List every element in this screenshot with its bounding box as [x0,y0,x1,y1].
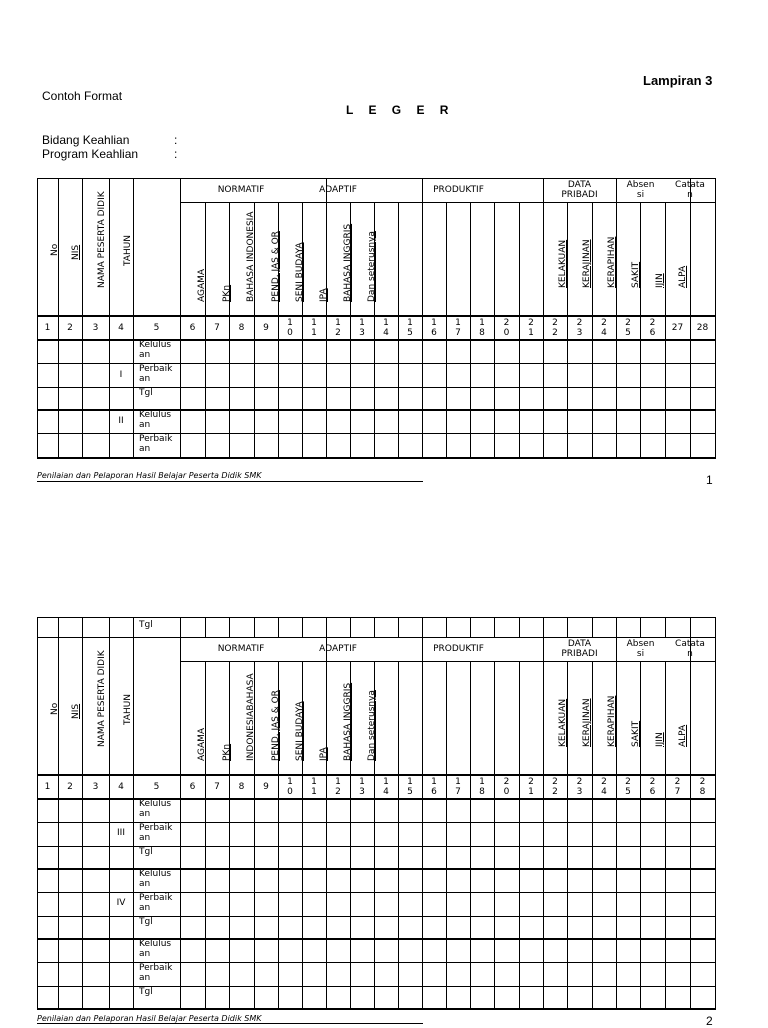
grid-line [37,178,38,340]
column-number: 1 6 [431,318,437,338]
no-header: No [50,243,60,256]
column-number: 2 0 [503,777,510,797]
bidang-keahlian-label: Bidang Keahlian [42,133,130,147]
subject-header: Dan seterusnya [367,690,377,761]
semester-label: IV [116,898,126,908]
column-number: 2 5 [625,777,631,797]
grid-line [326,339,327,458]
grid-line [180,617,181,638]
footer-rule [37,481,423,482]
grid-line [82,617,83,638]
row-label: Kelulus an [139,869,172,889]
grid-line [374,798,375,1009]
column-number: 1 4 [383,318,389,338]
column-number: 2 5 [625,318,631,338]
grid-line [398,617,399,638]
grid-line [133,637,134,799]
column-number: 3 [92,323,99,333]
grid-line [326,798,327,1009]
grid-line [690,617,691,638]
column-number: 1 2 [335,777,341,797]
row-label: Tgl [139,620,153,630]
grid-line [326,178,327,340]
column-number: 1 3 [359,318,365,338]
grid-line [58,798,59,1009]
subject-header: PEND. JAS & OR [271,231,281,302]
grid-line [109,339,110,458]
grid-line [37,1008,716,1010]
grid-line [374,339,375,458]
column-number: 3 [92,782,99,792]
data-pribadi-header: DATA PRIBADI [561,180,598,200]
grid-line [690,798,691,1009]
grid-line [37,617,716,618]
grid-line [422,178,423,340]
column-number: 27 [671,323,684,333]
adaptif-header: ADAPTIF [319,185,357,195]
grid-line [229,339,230,458]
row-label: Perbaik an [139,893,173,913]
grid-line [470,798,471,1009]
grid-line [470,617,471,638]
column-number: 5 [153,782,160,792]
row-label: Kelulus an [139,410,172,430]
grid-line [254,798,255,1009]
grid-line [133,339,134,458]
grid-line [494,339,495,458]
grid-line [422,339,423,458]
grid-line [446,798,447,1009]
subject-header: BAHASA INGGRIS [343,223,353,302]
absensi-sub-header: IJIN [655,273,665,288]
adaptif-header: ADAPTIF [319,644,357,654]
grid-line [446,339,447,458]
grid-line [133,798,134,1009]
row-label: Perbaik an [139,823,173,843]
grid-line [374,617,375,638]
no-header: No [50,702,60,715]
grid-line [640,798,641,1009]
grid-line [446,617,447,638]
absensi-sub-header: SAKIT [631,261,641,288]
catatan-header: Catata n [675,639,705,659]
grid-line [690,339,691,458]
subject-header: AGAMA [197,268,207,302]
column-number: 8 [238,782,245,792]
column-number: 2 4 [601,777,607,797]
contoh-format-label: Contoh Format [42,89,123,103]
subject-header: BAHASA INGGRIS [343,682,353,761]
produktif-header: PRODUKTIF [433,185,484,195]
grid-line [398,798,399,1009]
grid-line [109,637,110,799]
column-number: 9 [263,323,269,333]
subject-header: PKn [222,284,232,302]
column-number: 1 8 [479,318,485,338]
column-number: 1 3 [359,777,365,797]
grid-line [350,798,351,1009]
pribadi-header: KERAJINAN [582,239,592,288]
nis-header: NIS [71,703,81,719]
grid-line [567,798,568,1009]
row-label: Perbaik an [139,963,173,983]
grid-line [254,617,255,638]
grid-line [37,339,38,458]
grid-line [82,339,83,458]
grid-line [715,339,716,458]
grid-line [690,637,691,799]
column-number: 2 3 [576,777,583,797]
subject-header: BAHASA INDONESIA [246,211,256,302]
grid-line [326,617,327,638]
grid-line [302,798,303,1009]
grid-line [180,339,181,458]
grid-line [180,178,181,340]
column-number: 2 8 [699,777,706,797]
normatif-header: NORMATIF [217,185,265,195]
grid-line [37,798,38,1009]
row-label: Perbaik an [139,364,173,384]
grid-line [422,617,423,638]
semester-label: I [119,370,123,380]
grid-line [543,339,544,458]
nis-header: NIS [71,244,81,260]
subject-header: PKn [222,743,232,761]
column-number: 8 [238,323,245,333]
grid-line [229,617,230,638]
nama-peserta-header: NAMA PESERTA DIDIK [97,650,107,747]
grid-line [665,339,666,458]
absensi-sub-header: ALPA [678,724,688,747]
grid-line [205,339,206,458]
column-number: 2 6 [649,318,656,338]
grid-line [302,617,303,638]
pribadi-header: KELAKUAN [558,239,568,288]
pribadi-header: KERAPIHAN [607,236,617,288]
column-number: 1 0 [287,318,293,338]
bidang-colon: : [174,133,178,147]
absensi-header: Absen si [626,639,655,659]
grid-line [494,617,495,638]
column-number: 1 5 [407,777,413,797]
grid-line [715,637,716,799]
absensi-sub-header: ALPA [678,265,688,288]
grid-line [58,178,59,340]
grid-line [109,617,110,638]
grid-line [82,798,83,1009]
grid-line [519,798,520,1009]
column-number: 2 1 [528,318,534,338]
row-label: Tgl [139,388,153,398]
column-number: 5 [153,323,160,333]
page-number-2: 2 [706,1014,713,1028]
pribadi-header: KELAKUAN [558,698,568,747]
grid-line [470,339,471,458]
column-number: 2 0 [503,318,510,338]
column-number: 1 8 [479,777,485,797]
page-number: 1 [706,473,713,487]
column-number: 1 1 [311,777,317,797]
pribadi-header: KERAPIHAN [607,695,617,747]
column-number: 7 [214,782,220,792]
grid-line [82,178,83,340]
column-number: 1 2 [335,318,341,338]
column-number: 1 1 [311,318,317,338]
row-label: Tgl [139,847,153,857]
grid-line [592,798,593,1009]
grid-line [205,617,206,638]
row-label: Kelulus an [139,799,172,819]
grid-line [229,798,230,1009]
grid-line [58,339,59,458]
grid-line [690,178,691,340]
grid-line [278,798,279,1009]
tahun-header: TAHUN [123,234,133,266]
grid-line [254,339,255,458]
grid-line [58,617,59,638]
grid-line [567,339,568,458]
data-pribadi-header: DATA PRIBADI [561,639,598,659]
row-label: Tgl [139,987,153,997]
absensi-sub-header: SAKIT [631,720,641,747]
column-number: 1 7 [455,777,461,797]
grid-line [133,178,134,340]
grid-line [665,617,666,638]
tahun-header: TAHUN [123,693,133,725]
grid-line [494,798,495,1009]
grid-line [278,617,279,638]
nama-peserta-header: NAMA PESERTA DIDIK [97,191,107,288]
subject-header: Dan seterusnya [367,231,377,302]
grid-line [715,798,716,1009]
column-number: 2 [67,782,73,792]
column-number: 2 4 [601,318,607,338]
column-number: 2 6 [649,777,656,797]
subject-header: IPA [319,747,329,761]
absensi-sub-header: IJIN [655,732,665,747]
row-label: Kelulus an [139,340,172,360]
column-number: 1 6 [431,777,437,797]
column-number: 1 7 [455,318,461,338]
column-number: 1 4 [383,777,389,797]
row-label: Perbaik an [139,434,173,454]
subject-header: SENI BUDAYA [295,242,305,302]
grid-line [180,637,181,799]
program-colon: : [174,147,178,161]
column-number: 1 [44,782,51,792]
grid-line [640,617,641,638]
subject-header: IPA [319,288,329,302]
row-label: Kelulus an [139,939,172,959]
subject-header: AGAMA [197,727,207,761]
column-number: 1 5 [407,318,413,338]
grid-line [109,178,110,340]
grid-line [715,178,716,340]
grid-line [567,617,568,638]
grid-line [616,617,617,638]
column-number: 9 [263,782,269,792]
grid-line [640,339,641,458]
page-title: L E G E R [346,103,455,117]
grid-line [180,798,181,1009]
grid-line [592,617,593,638]
column-number: 2 1 [528,777,534,797]
column-number: 2 7 [674,777,681,797]
absensi-header: Absen si [626,180,655,200]
pribadi-header: KERAJINAN [582,698,592,747]
grid-line [543,617,544,638]
grid-line [543,798,544,1009]
row-label: Tgl [139,917,153,927]
column-number: 2 [67,323,73,333]
subject-header: INDONESIABAHASA [246,673,256,761]
lampiran-label: Lampiran 3 [643,73,713,88]
subject-header: PEND. JAS & OR [271,690,281,761]
semester-label: II [118,416,124,426]
footer-text: Penilaian dan Pelaporan Hasil Belajar Peserta Didik SMK [37,471,262,480]
grid-line [543,178,544,340]
column-number: 7 [214,323,220,333]
catatan-header: Catata n [675,180,705,200]
column-number: 1 [44,323,51,333]
grid-line [37,637,38,799]
produktif-header: PRODUKTIF [433,644,484,654]
grid-line [37,457,716,459]
grid-line [302,339,303,458]
grid-line [82,637,83,799]
grid-line [519,617,520,638]
column-number: 2 3 [576,318,583,338]
grid-line [205,798,206,1009]
grid-line [37,617,38,638]
grid-line [519,339,520,458]
grid-line [422,798,423,1009]
column-number: 1 0 [287,777,293,797]
grid-line [715,617,716,638]
program-keahlian-label: Program Keahlian [42,147,139,161]
column-number: 6 [189,323,196,333]
column-number: 4 [118,323,124,333]
grid-line [398,339,399,458]
column-number: 28 [696,323,709,333]
grid-line [543,637,544,799]
grid-line [180,202,544,203]
footer-text-page-2: Penilaian dan Pelaporan Hasil Belajar Peserta Didik SMK [37,1014,262,1023]
grid-line [58,637,59,799]
grid-line [592,339,593,458]
grid-line [665,798,666,1009]
grid-line [278,339,279,458]
column-number: 2 2 [552,777,558,797]
grid-line [326,637,327,799]
column-number: 4 [118,782,124,792]
grid-line [180,661,544,662]
grid-line [350,339,351,458]
column-number: 6 [189,782,196,792]
grid-line [616,798,617,1009]
semester-label: III [117,828,125,838]
grid-line [616,339,617,458]
grid-line [133,617,134,638]
grid-line [422,637,423,799]
normatif-header: NORMATIF [217,644,265,654]
grid-line [350,617,351,638]
column-number: 2 2 [552,318,558,338]
subject-header: SENI BUDAYA [295,701,305,761]
